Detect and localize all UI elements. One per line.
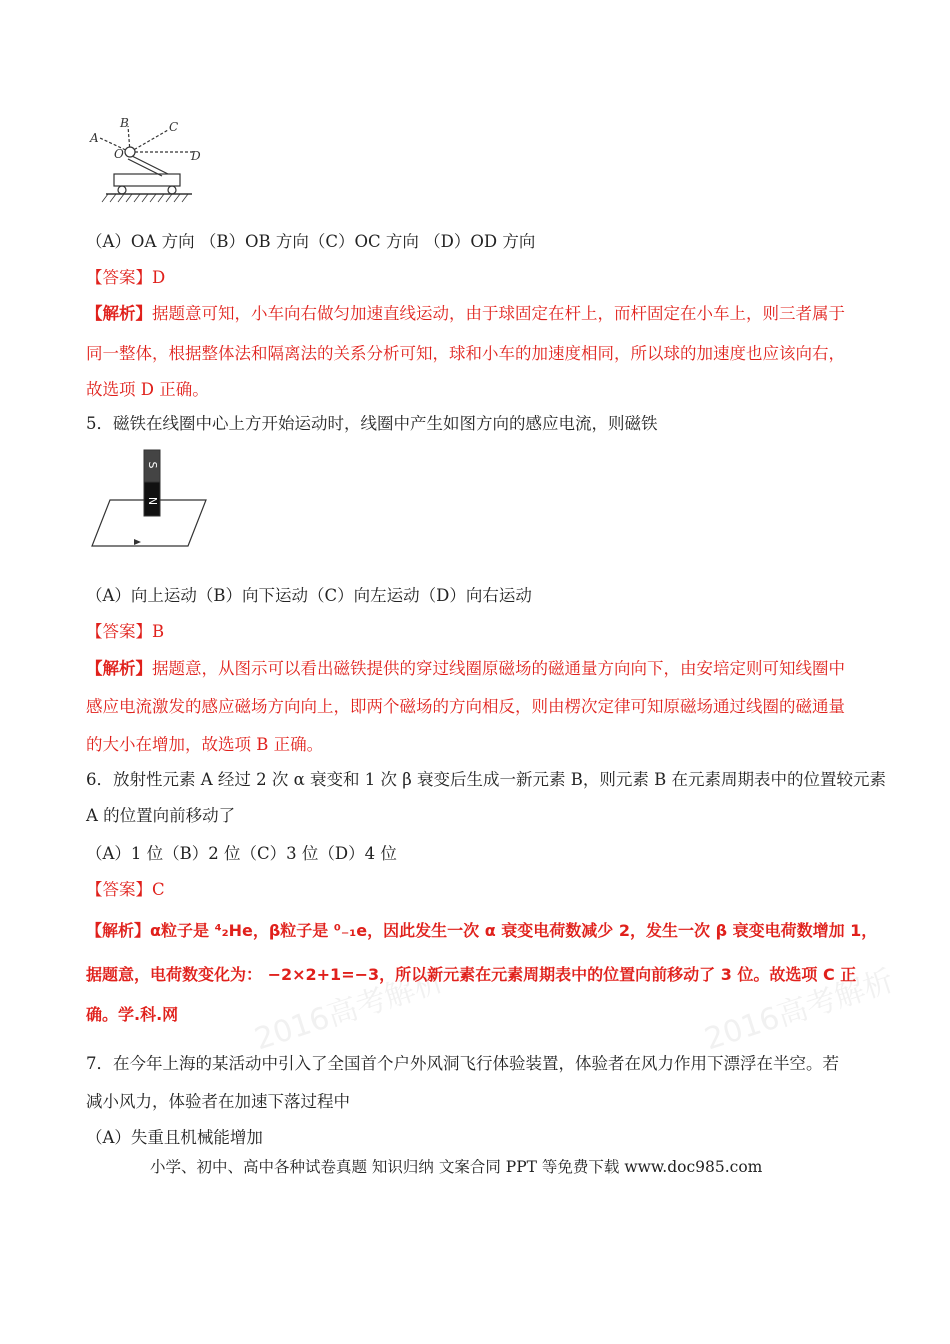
magnet-coil-figure (86, 448, 216, 554)
q5-options: （A）向上运动（B）向下运动（C）向左运动（D）向右运动 (86, 586, 532, 605)
q6-stem-line-1: 6．放射性元素 A 经过 2 次 α 衰变和 1 次 β 衰变后生成一新元素 B，则元素 B 在元素周期表中的位置较元素 (86, 770, 887, 789)
q5-analysis-line-3: 的大小在增加，故选项 B 正确。 (86, 735, 324, 754)
watermark: 2016高考解析 (700, 963, 899, 1058)
label-c: C (169, 120, 179, 134)
q5-analysis-line-2: 感应电流激发的感应磁场方向向上，即两个磁场的方向相反，则由楞次定律可知原磁场通过线圈的磁通量 (86, 697, 845, 716)
q5-analysis-line-1: 【解析】据题意，从图示可以看出磁铁提供的穿过线圈原磁场的磁通量方向向下，由安培定则可知线圈中 (86, 659, 845, 678)
q4-answer: 【答案】D (86, 268, 166, 287)
q4-analysis-line-3: 故选项 D 正确。 (86, 380, 209, 399)
label-d: D (191, 149, 201, 163)
q5-stem: 5．磁铁在线圈中心上方开始运动时，线圈中产生如图方向的感应电流，则磁铁 (86, 414, 658, 433)
q7-stem-line-2: 减小风力，体验者在加速下落过程中 (86, 1092, 350, 1111)
analysis-label: 【解析】 (86, 304, 152, 323)
q4-options: （A）OA 方向 （B）OB 方向（C）OC 方向 （D）OD 方向 (86, 232, 536, 251)
q4-analysis-line-1: 【解析】据题意可知，小车向右做匀加速直线运动，由于球固定在杆上，而杆固定在小车上，则三者属于 (86, 304, 845, 323)
page-footer: 小学、初中、高中各种试卷真题 知识归纳 文案合同 PPT 等免费下载 www.doc985.com (150, 1158, 763, 1176)
cart-rod-figure (82, 112, 232, 212)
q6-answer: 【答案】C (86, 880, 165, 899)
q7-option-a: （A）失重且机械能增加 (86, 1128, 263, 1147)
q6-analysis-line-3: 确。学.科.网 (86, 1005, 179, 1024)
q6-options: （A）1 位（B）2 位（C）3 位（D）4 位 (86, 844, 397, 863)
q5-answer: 【答案】B (86, 622, 165, 641)
label-a: A (90, 131, 99, 145)
q6-analysis-line-1: 【解析】α粒子是 ⁴₂He，β粒子是 ⁰₋₁e，因此发生一次 α 衰变电荷数减少 2，发生一次 β 衰变电荷数增加 1， (86, 921, 878, 940)
analysis-label: 【解析】 (86, 659, 152, 678)
watermark: 2016高考解析 (250, 963, 449, 1058)
q6-stem-line-2: A 的位置向前移动了 (86, 806, 236, 825)
magnet-n: N (146, 496, 159, 506)
label-b: B (120, 116, 129, 130)
q7-stem-line-1: 7．在今年上海的某活动中引入了全国首个户外风洞飞行体验装置，体验者在风力作用下漂浮在半空。若 (86, 1054, 839, 1073)
q6-analysis-line-2: 据题意，电荷数变化为： −2×2+1=−3，所以新元素在元素周期表中的位置向前移动了 3 位。故选项 C 正 (86, 965, 857, 984)
label-o: O (114, 147, 124, 161)
magnet-s: S (146, 461, 159, 469)
q4-analysis-line-2: 同一整体，根据整体法和隔离法的关系分析可知，球和小车的加速度相同，所以球的加速度也应该向右， (86, 344, 845, 363)
